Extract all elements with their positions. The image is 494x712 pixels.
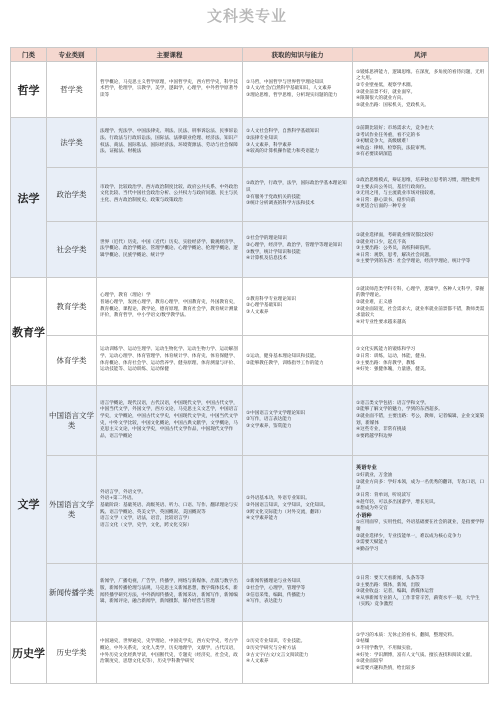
- review-cell: [353, 62, 489, 118]
- courses-line: 法理学、宪法学、中国法律史、刑法、民法、刑事诉讼法、民事诉讼法、行政法与行政诉讼法、国际法、法律职业伦理、经济法、知识产权法、商法、国际私法、国际经济法、环境资源法、劳动与社会保障法、证据法、财税法: [100, 129, 238, 155]
- skill-item: ①社会学的理论知识: [246, 236, 287, 242]
- courses-line: 语言文化（文学，史学，文化，跨文化交际）: [100, 522, 192, 528]
- skills-cell: [243, 622, 353, 684]
- review-item: ④日常：观察，思考，解决社会问题。: [356, 252, 434, 258]
- review-cell: [353, 622, 489, 684]
- header-skills: 获取的知识与能力: [243, 48, 353, 62]
- courses-cell: [97, 456, 243, 564]
- review-item: ①锻炼思辨能力，逻辑思维。在深度，多角度的看待问题，无用之大用。: [356, 69, 485, 82]
- major-cell: 历史学类: [47, 622, 97, 684]
- courses-line: 哲学概论，马克思主义哲学原理，中国哲学史，西方哲学史，科学技术哲学，伦理学，宗教学，美学，逻辑学，心理学，中外哲学原著导读等: [100, 79, 238, 98]
- courses-cell: [97, 622, 243, 684]
- review-item: ③主要出路：体育教学，教练: [356, 360, 416, 366]
- review-item: ③无用之用，与主流就业市场对接较难。: [356, 191, 439, 197]
- header-courses: 主要课程: [97, 48, 243, 62]
- major-cell: 外国语言文学类: [47, 456, 97, 564]
- major-cell: 新闻传播学类: [47, 564, 97, 622]
- skills-cell: [243, 564, 353, 622]
- review-item: ⑤就业面较窄: [356, 659, 384, 665]
- courses-line: 世界（近代）历史、中国（近代）历史、实验经济学、微观经济学、法学概论、政治学概论、管理学概论、心理学概论、伦理学概论、逻辑学概论、民族学概论、统计学: [100, 239, 238, 258]
- review-cell: [353, 564, 489, 622]
- skill-item: ①外语基本功，外语专业知识。: [246, 496, 310, 502]
- review-item: ④收益：律师，检察院，法院审判。: [356, 145, 430, 151]
- review-item: ③初级竞争大，高级级难！: [356, 139, 411, 145]
- review-item: ②就业难，正义感: [356, 299, 393, 305]
- category-cell: 哲学: [11, 62, 47, 118]
- skill-item: ②外国语言知识，文学知识，文化知识。: [246, 502, 329, 508]
- review-item: ⑤有必要读研深造: [356, 152, 393, 158]
- skill-item: ③古文字/古文/文言文阅读能力: [246, 652, 309, 658]
- skills-cell: [243, 118, 353, 168]
- review-item: ①好就业，万金油: [356, 472, 393, 478]
- skills-cell: [243, 456, 353, 564]
- skill-item: ②历史学研究与分析方法: [246, 645, 297, 651]
- skill-item: ③统计分析调查的科学方法和技术: [246, 201, 315, 207]
- major-cell: 哲学类: [47, 62, 97, 118]
- skill-item: ②心理学基础知识: [246, 303, 283, 309]
- skill-item: ④人文素养: [246, 659, 269, 665]
- courses-cell: [97, 222, 243, 278]
- page-title: 文科类专业: [206, 7, 287, 25]
- skill-item: ②能够教任教学，训练指导工作的能力: [246, 360, 324, 366]
- courses-cell: [97, 118, 243, 168]
- review-item: ④对专业性要求越来越高: [356, 319, 407, 325]
- review-item: ④限制很大的就业方向。: [356, 96, 407, 102]
- review-item: ②就业选择少，专业技能单一，难以成为核心竞争力: [356, 533, 462, 539]
- header-category: 门类: [11, 48, 47, 62]
- review-item: ④日常：静心读书，稳步向前: [356, 197, 416, 203]
- header-review: 风评: [353, 48, 489, 62]
- table-row: [11, 564, 489, 622]
- skill-item: ③人文素养，科学素养: [246, 142, 292, 148]
- skill-item: ②写作，语言表达能力: [246, 417, 292, 423]
- review-cell: [353, 222, 489, 278]
- review-item: ②主要出路：媒体，新闻，出版: [356, 582, 420, 588]
- skill-item: ①马哲，中国哲学与世界哲学理论知识: [246, 79, 324, 85]
- major-cell: 中国语言文学类: [47, 386, 97, 456]
- review-item: ②能够了解文学的魅力，学到的东西超多。: [356, 407, 443, 413]
- courses-line: 外语+第二外语。: [100, 496, 137, 502]
- review-cell: [353, 278, 489, 336]
- category-cell: 历史学: [11, 622, 47, 684]
- skills-cell: [243, 222, 353, 278]
- review-item: ③就业面较宽，社会需求大，就业率就业前景都不错，教师类需求量较大: [356, 306, 485, 319]
- review-item: ⑤要跨越学科边界: [356, 433, 393, 439]
- category-cell: 文学: [11, 386, 47, 622]
- skill-item: ①政治学，行政学，法学，国际政治学基本理论知识: [246, 181, 347, 193]
- skill-item: ④写作，表达能力: [246, 599, 283, 605]
- review-item: ②枯燥: [356, 639, 370, 645]
- skill-item: ①人文社会科学，自然科学基础知识: [246, 129, 320, 135]
- header-row: [11, 48, 489, 62]
- review-item: ③主要出路：公务员，高校科研院所。: [356, 246, 434, 252]
- table-row: [11, 622, 489, 684]
- review-item: ①日常：要天天看新闻，头条等等: [356, 575, 425, 581]
- review-item: ③日常：背单词，听说读写: [356, 492, 411, 498]
- table-row: [11, 118, 489, 168]
- skill-item: ③人文素养: [246, 309, 269, 315]
- review-item: ①应用面窄，实用性低，外语基础要在社会的就业，是指要学得精: [356, 520, 485, 533]
- major-cell: 社会学类: [47, 222, 97, 278]
- skill-item: ①运动，健身基本理论知识和技能。: [246, 353, 320, 359]
- review-item: ④好处：强健体魄，力量感，健美。: [356, 367, 430, 373]
- review-item: ⑤更适合后面的一种专业: [356, 204, 407, 210]
- review-item: ④好处：学识渊博，富有人文气质。擅长查找和阅读文献。: [356, 652, 475, 658]
- review-cell: [353, 118, 489, 168]
- skill-item: ④较高的计算机操作能力和英语能力: [246, 149, 320, 155]
- skill-item: ③跨文化交际能力（对外交流，翻译）: [246, 509, 324, 515]
- review-item: 英语专业: [356, 465, 377, 472]
- review-item: ①语言类文学包括：语言学和文学。: [356, 400, 430, 406]
- review-item: ④勤奋学习: [356, 546, 379, 552]
- courses-cell: [97, 564, 243, 622]
- skill-item: ③理论思维，哲学思维，分析现实问题的能力: [246, 92, 338, 98]
- courses-line: 心理学，教育（理论）学: [100, 293, 151, 299]
- review-item: ①就读师范类学科专科，心理学，逻辑学，各种人文科学，掌握的教学理论。: [356, 286, 485, 299]
- review-item: ③需要天赋能力: [356, 540, 388, 546]
- majors-table: [10, 47, 489, 684]
- skills-cell: [243, 386, 353, 456]
- review-item: ③不用学数学，不用做实验。: [356, 645, 416, 651]
- review-item: ⑤主要学到的东西：社会学理论，经济学理论，统计学等: [356, 259, 471, 265]
- review-item: ①政治思维模式，辩证思维，培养独立思考的习惯，理性批判: [356, 177, 480, 183]
- review-item: ①文化实践能力的锻炼和学习: [356, 347, 416, 353]
- review-cell: [353, 168, 489, 222]
- skills-cell: [243, 62, 353, 118]
- review-item: ③就业前景不好，就业面窄。: [356, 89, 416, 95]
- skill-item: ②社会学，心理学，管理学等: [246, 585, 306, 591]
- table-row: [11, 168, 489, 222]
- skill-item: ②人文/社会/自然科学基础知识，人文素养: [246, 86, 332, 92]
- review-item: ④从事新闻专业的人，工作非常辛苦，薪资水平一般，大学生（实践）竞争激烈: [356, 595, 480, 608]
- skills-cell: [243, 278, 353, 336]
- review-item: ①学习的本质：无休止的看书，翻阅，整理史料。: [356, 632, 457, 638]
- skill-item: ③数学，统计学知识和技能: [246, 249, 301, 255]
- review-item: ⑤就业出路：国家机关，党政机关。: [356, 102, 430, 108]
- review-item: ②专业壁垒低，观察学术圈。: [356, 82, 416, 88]
- skill-item: ④文学素养能力: [246, 516, 278, 522]
- review-item: ②主要去向公务员，基层行政岗位。: [356, 184, 430, 190]
- review-item: ⑥需要兴趣和热情，给出较多: [356, 665, 416, 671]
- courses-cell: [97, 278, 243, 336]
- review-cell: [353, 386, 489, 456]
- review-item: ③就业面不错，主要出路：考公，教师，记者编辑，企业文案策划，新媒体: [356, 413, 485, 426]
- table-row: [11, 336, 489, 386]
- skill-item: ①教育科学专业理论知识: [246, 296, 297, 302]
- review-item: ①就业选择面，考研就业情况都比较好: [356, 232, 434, 238]
- skill-item: ③信息采集，编辑，传播能力: [246, 592, 306, 598]
- table-row: [11, 386, 489, 456]
- skill-item: ①中国语言文学文学理论知识: [246, 410, 306, 416]
- major-cell: 教育学类: [47, 278, 97, 336]
- skill-item: ①新闻传播理论与业务知识: [246, 579, 301, 585]
- courses-cell: [97, 336, 243, 386]
- skill-item: ③文学素养，鉴赏能力: [246, 423, 292, 429]
- review-cell: [353, 456, 489, 564]
- header-major: 专业类别: [47, 48, 97, 62]
- courses-line: 市政学、比较政治学、西方政治制度比较、政府公共关系、中外政治文化比较、当代中国社会政治分析、公共权力与政府问题、民主与民主化、西方政治制度史、政策与政策政治: [100, 184, 238, 203]
- review-item: ②考试作业任务重，看不完的书: [356, 132, 420, 138]
- courses-line: 语言文学（文学，语法，语音，比较语言学）: [100, 516, 192, 522]
- skills-cell: [243, 336, 353, 386]
- table-body: [11, 62, 489, 684]
- courses-cell: [97, 62, 243, 118]
- review-item: 小语种: [356, 512, 372, 519]
- courses-line: 新闻学，广播电视，广告学，传播学，网络与新媒体，出版与数字出版，新闻传播伦理与法规，马克思主义新闻思想，数字媒体技术，新闻传播学研究方法，中外新闻传播史，新闻采访，新闻写作，新闻编辑，新闻评论，融合新闻学，新闻摄影，媒介经营与管理: [100, 579, 238, 605]
- review-item: ②就业方向多：学好本领，成为一名优秀的翻译，专攻口语，口译: [356, 479, 485, 492]
- review-item: ④趁年轻，可以多出国游学，增长见识。: [356, 499, 439, 505]
- courses-cell: [97, 168, 243, 222]
- review-item: ⑤想成为外交官: [356, 506, 388, 512]
- table-row: [11, 278, 489, 336]
- courses-line: 基础阶段：基础英语、高级英语、听力、口语、写作、翻译理论与实践、语言学概论、英美文学、英国概况、美国概况等: [100, 502, 238, 515]
- review-item: ②就业对口少，起点不高: [356, 239, 407, 245]
- courses-cell: [97, 386, 243, 456]
- category-cell: 教育学: [11, 278, 47, 386]
- courses-line: 中国通史，世界通史，史学理论，中国史学史，西方史学史，考古学概论，中外关系史，文化人类学，历史地理学，文献学，古代汉语，中外历史文化经典导读，中国断代史，专题史（经济史，社会史，政治制度史，思想文化史等），历史学科教学研究: [100, 639, 238, 665]
- major-cell: 体育学类: [47, 336, 97, 386]
- table-row: [11, 62, 489, 118]
- major-cell: 政治学类: [47, 168, 97, 222]
- review-item: ①前期比较好；市场需求大，竞争也大: [356, 125, 434, 131]
- major-cell: 法学类: [47, 118, 97, 168]
- courses-line: 外语言学，外语文学。: [100, 489, 146, 495]
- courses-line: 普通心理学，发展心理学，教育心理学，中国教育史，外国教育史，教育概论，课程论，教学论，德育原理，教育社会学，教育统计测量评价，教育哲学，中小学语文/数学教学法。: [100, 299, 238, 319]
- category-cell: 法学: [11, 118, 47, 278]
- courses-line: 语言学概论，现代汉语，古代汉语，中国现代文学，中国古代文学，中国当代文学，外国文学，西方文论，马克思主义文艺学，中国语言学史，文学概论，中国古代文学史，中国现代文学史，中国当代文学史，中外文学比较，中国文化概论，中国古典文献学，文学概论，马克思主义文论，中国文学史，中国古代文学作品，中国现代文学作品，语言学概论: [100, 400, 238, 439]
- skill-item: ②法律专业知识: [246, 135, 278, 141]
- table-row: [11, 222, 489, 278]
- table-row: [11, 456, 489, 564]
- review-item: ③就业收益：记者，编辑，新媒体运营: [356, 589, 434, 595]
- review-item: ④这些专业，非常有挑战: [356, 427, 407, 433]
- skill-item: ②心理学，经济学，政治学，管理学等理论知识: [246, 242, 342, 248]
- skill-item: ④计算机及信息技术: [246, 256, 287, 262]
- courses-line: 运动训练学、运动生理学、运动生物化学、运动生物力学、运动解剖学、运动心理学、体育管理学、体育统计学、体育史、体育保健学、体育概论、体育社会学、运动营养学、健身原理、体育测量与评价、运动技能等、运动训练、运动保健: [100, 347, 238, 373]
- review-item: ②日常：训练，运动，体能，健身。: [356, 353, 430, 359]
- skill-item: ①历史专业知识，专业技能。: [246, 639, 306, 645]
- skill-item: ②有服务于党政机关的技能: [246, 194, 301, 200]
- review-cell: [353, 336, 489, 386]
- skills-cell: [243, 168, 353, 222]
